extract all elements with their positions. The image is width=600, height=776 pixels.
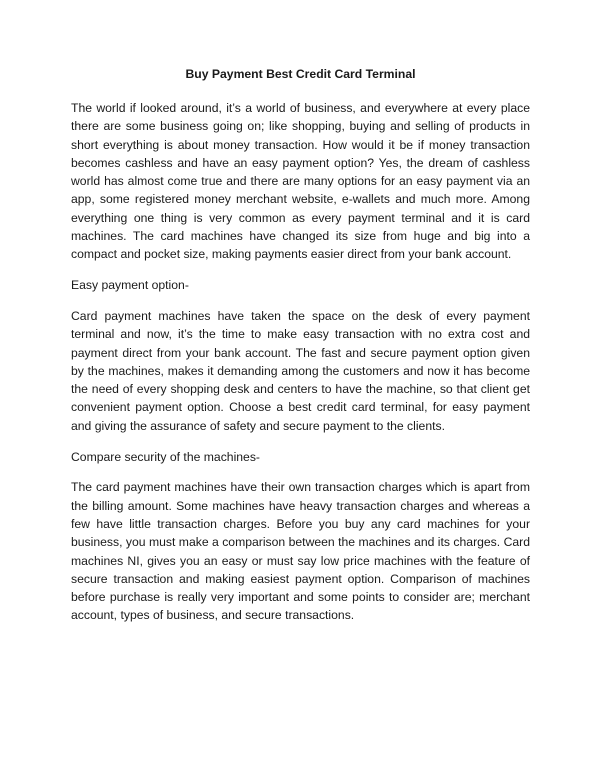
document-title: Buy Payment Best Credit Card Terminal xyxy=(185,67,416,81)
intro-paragraph: The world if looked around, it’s a world of business, and everywhere at every place there are some business going on; like shopping, buying and selling of products in short everything is about money transaction. How would it be if money transaction becomes cashless and have an easy payment option? Yes, the dream of cashless world has almost come true and there are many options for an easy payment via an app, some registered money merchant website, e-wallets and much more. Among everything one thing is very common as every payment terminal and it is card machines. The card machines have changed its size from huge and big into a compact and pocket size, making payments easier direct from your bank account. xyxy=(71,101,530,262)
easy-payment-paragraph: Card payment machines have taken the space on the desk of every payment terminal and now, it’s the time to make easy transaction with no extra cost and payment direct from your bank account. The fast and secure payment option given by the machines, makes it demanding among the customers and now it has become the need of every shopping desk and centers to have the machine, so that client get convenient payment option. Choose a best credit card terminal, for easy payment and giving the assurance of safety and secure payment to the clients. xyxy=(71,308,530,433)
easy-payment-heading: Easy payment option- xyxy=(71,278,189,293)
compare-security-heading: Compare security of the machines- xyxy=(71,449,260,464)
compare-security-paragraph: The card payment machines have their own transaction charges which is apart from the billing amount. Some machines have heavy transaction charges and whereas a few have little transaction charges. Before you buy any card machines for your business, you must make a comparison between the machines and its charges. Card machines NI, gives you an easy or must say low price machines with the feature of secure transaction and making easiest payment option. Comparison of machines before purchase is really very important and some points to consider are; merchant account, types of business, and secure transactions. xyxy=(71,480,530,623)
